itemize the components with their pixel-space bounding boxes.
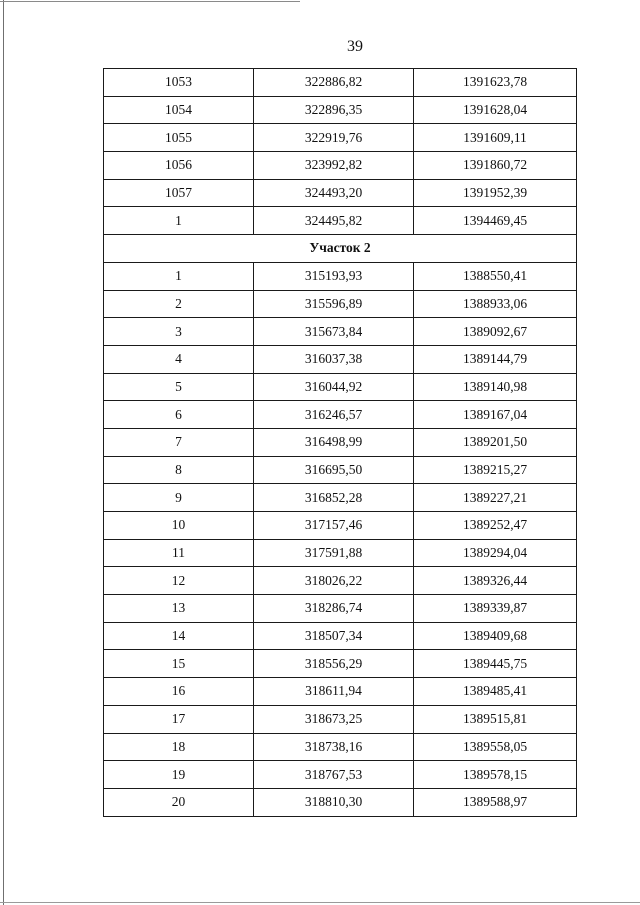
- section-title: Участок 2: [104, 235, 577, 263]
- y-coordinate-cell: 1389339,87: [414, 595, 577, 623]
- y-coordinate-cell: 1389515,81: [414, 705, 577, 733]
- y-coordinate-cell: 1391609,11: [414, 124, 577, 152]
- y-coordinate-cell: 1389588,97: [414, 788, 577, 816]
- x-coordinate-cell: 318556,29: [254, 650, 414, 678]
- scan-edge-bottom: [0, 902, 640, 903]
- x-coordinate-cell: 322919,76: [254, 124, 414, 152]
- x-coordinate-cell: 318286,74: [254, 595, 414, 623]
- table-row: [104, 539, 577, 567]
- table-row: [104, 484, 577, 512]
- x-coordinate-cell: 324493,20: [254, 179, 414, 207]
- table-row: [104, 401, 577, 429]
- point-number-cell: 1: [104, 262, 254, 290]
- point-number-cell: 18: [104, 733, 254, 761]
- y-coordinate-cell: 1394469,45: [414, 207, 577, 235]
- x-coordinate-cell: 316044,92: [254, 373, 414, 401]
- x-coordinate-cell: 316246,57: [254, 401, 414, 429]
- x-coordinate-cell: 318810,30: [254, 788, 414, 816]
- y-coordinate-cell: 1389167,04: [414, 401, 577, 429]
- y-coordinate-cell: 1389201,50: [414, 428, 577, 456]
- table-row: [104, 622, 577, 650]
- y-coordinate-cell: 1389140,98: [414, 373, 577, 401]
- coordinates-table-body: [104, 69, 577, 817]
- y-coordinate-cell: 1391628,04: [414, 96, 577, 124]
- x-coordinate-cell: 316037,38: [254, 345, 414, 373]
- y-coordinate-cell: 1389252,47: [414, 512, 577, 540]
- y-coordinate-cell: 1388550,41: [414, 262, 577, 290]
- point-number-cell: 4: [104, 345, 254, 373]
- table-row: [104, 567, 577, 595]
- point-number-cell: 6: [104, 401, 254, 429]
- point-number-cell: 8: [104, 456, 254, 484]
- point-number-cell: 2: [104, 290, 254, 318]
- x-coordinate-cell: 315673,84: [254, 318, 414, 346]
- y-coordinate-cell: 1389294,04: [414, 539, 577, 567]
- y-coordinate-cell: 1389144,79: [414, 345, 577, 373]
- y-coordinate-cell: 1391860,72: [414, 152, 577, 180]
- x-coordinate-cell: 318738,16: [254, 733, 414, 761]
- point-number-cell: 1053: [104, 69, 254, 97]
- table-row: [104, 179, 577, 207]
- y-coordinate-cell: 1389326,44: [414, 567, 577, 595]
- table-row: [104, 595, 577, 623]
- table-row: [104, 69, 577, 97]
- point-number-cell: 20: [104, 788, 254, 816]
- y-coordinate-cell: 1389485,41: [414, 678, 577, 706]
- table-row: [104, 678, 577, 706]
- y-coordinate-cell: 1391623,78: [414, 69, 577, 97]
- x-coordinate-cell: 317591,88: [254, 539, 414, 567]
- table-row: [104, 456, 577, 484]
- point-number-cell: 14: [104, 622, 254, 650]
- y-coordinate-cell: 1389092,67: [414, 318, 577, 346]
- point-number-cell: 1054: [104, 96, 254, 124]
- point-number-cell: 1055: [104, 124, 254, 152]
- point-number-cell: 5: [104, 373, 254, 401]
- x-coordinate-cell: 318026,22: [254, 567, 414, 595]
- point-number-cell: 10: [104, 512, 254, 540]
- table-row: [104, 512, 577, 540]
- x-coordinate-cell: 318767,53: [254, 761, 414, 789]
- point-number-cell: 1: [104, 207, 254, 235]
- table-row: [104, 373, 577, 401]
- x-coordinate-cell: 318673,25: [254, 705, 414, 733]
- table-row: [104, 733, 577, 761]
- point-number-cell: 17: [104, 705, 254, 733]
- y-coordinate-cell: 1389578,15: [414, 761, 577, 789]
- x-coordinate-cell: 315596,89: [254, 290, 414, 318]
- x-coordinate-cell: 318611,94: [254, 678, 414, 706]
- section-header-row: [104, 235, 577, 263]
- point-number-cell: 13: [104, 595, 254, 623]
- table-row: [104, 290, 577, 318]
- table-row: [104, 262, 577, 290]
- table-row: [104, 788, 577, 816]
- x-coordinate-cell: 317157,46: [254, 512, 414, 540]
- table-row: [104, 705, 577, 733]
- x-coordinate-cell: 322896,35: [254, 96, 414, 124]
- x-coordinate-cell: 316695,50: [254, 456, 414, 484]
- table-row: [104, 124, 577, 152]
- scan-edge-left: [3, 0, 4, 905]
- point-number-cell: 19: [104, 761, 254, 789]
- x-coordinate-cell: 318507,34: [254, 622, 414, 650]
- table-row: [104, 650, 577, 678]
- x-coordinate-cell: 316498,99: [254, 428, 414, 456]
- y-coordinate-cell: 1389558,05: [414, 733, 577, 761]
- x-coordinate-cell: 315193,93: [254, 262, 414, 290]
- point-number-cell: 1057: [104, 179, 254, 207]
- x-coordinate-cell: 324495,82: [254, 207, 414, 235]
- y-coordinate-cell: 1389409,68: [414, 622, 577, 650]
- coordinates-table: [103, 68, 577, 817]
- point-number-cell: 15: [104, 650, 254, 678]
- point-number-cell: 7: [104, 428, 254, 456]
- point-number-cell: 9: [104, 484, 254, 512]
- x-coordinate-cell: 322886,82: [254, 69, 414, 97]
- table-row: [104, 152, 577, 180]
- table-row: [104, 207, 577, 235]
- table-row: [104, 345, 577, 373]
- point-number-cell: 16: [104, 678, 254, 706]
- table-row: [104, 761, 577, 789]
- scan-edge-top: [0, 1, 300, 2]
- x-coordinate-cell: 323992,82: [254, 152, 414, 180]
- x-coordinate-cell: 316852,28: [254, 484, 414, 512]
- y-coordinate-cell: 1388933,06: [414, 290, 577, 318]
- y-coordinate-cell: 1389215,27: [414, 456, 577, 484]
- point-number-cell: 1056: [104, 152, 254, 180]
- point-number-cell: 11: [104, 539, 254, 567]
- y-coordinate-cell: 1389227,21: [414, 484, 577, 512]
- point-number-cell: 3: [104, 318, 254, 346]
- y-coordinate-cell: 1391952,39: [414, 179, 577, 207]
- point-number-cell: 12: [104, 567, 254, 595]
- table-row: [104, 96, 577, 124]
- y-coordinate-cell: 1389445,75: [414, 650, 577, 678]
- table-row: [104, 428, 577, 456]
- page-number: 39: [347, 38, 363, 55]
- table-row: [104, 318, 577, 346]
